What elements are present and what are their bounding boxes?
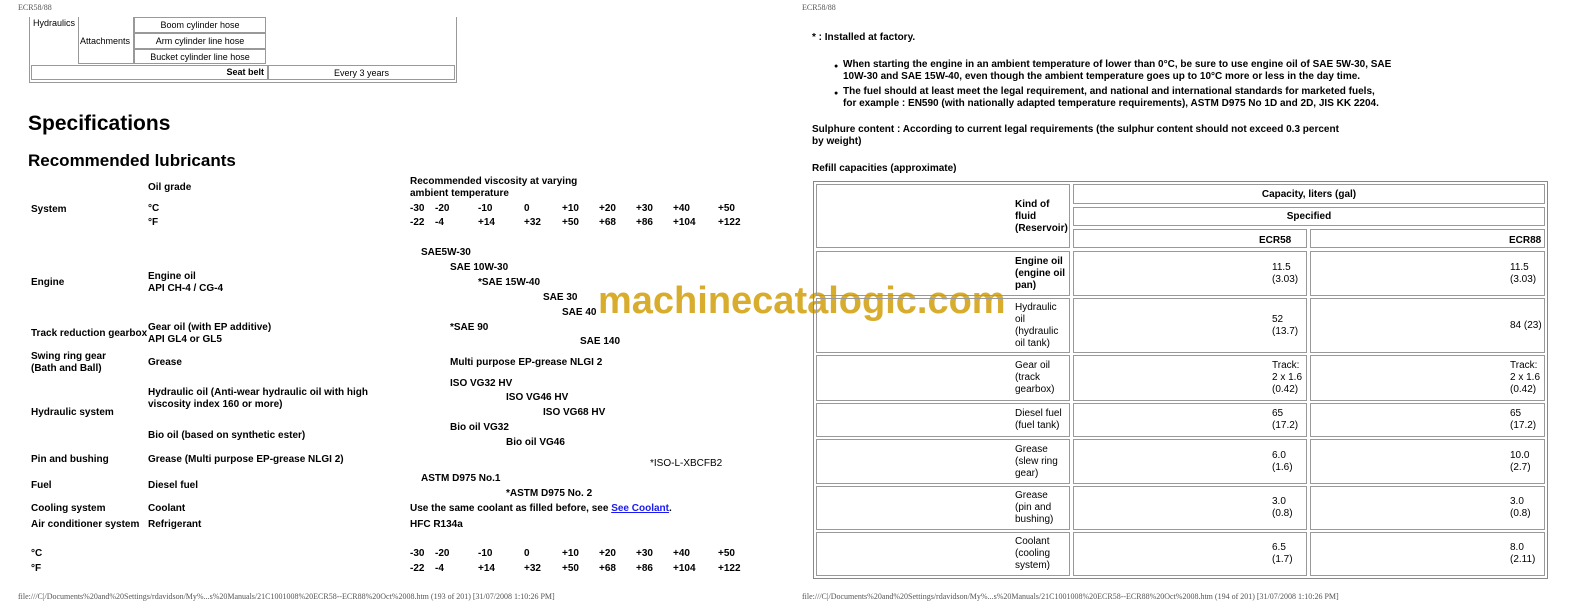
temp-f-tick: +68 xyxy=(599,217,616,228)
specified-header: Specified xyxy=(1286,211,1332,222)
temp-c-tick: +50 xyxy=(718,548,735,559)
page-header-left: ECR58/88 xyxy=(18,3,52,12)
sulphur-line2: by weight) xyxy=(812,136,862,147)
fluid-name-line: Coolant xyxy=(1015,536,1050,547)
grade-bio32: Bio oil VG32 xyxy=(450,422,509,433)
bullet2-line1: The fuel should at least meet the legal requirement, and national and international standards for marketed fuels, xyxy=(843,86,1375,97)
fluid-name-line: Engine oil xyxy=(1015,255,1063,267)
grade-sae90: *SAE 90 xyxy=(450,322,489,333)
ecr58-value-line: (0.42) xyxy=(1272,384,1299,395)
refrigerant: Refrigerant xyxy=(148,519,202,530)
temp-f-tick: +68 xyxy=(599,563,616,574)
temp-f-tick: +104 xyxy=(673,563,696,574)
fluid-name-line: Grease xyxy=(1015,443,1048,455)
temp-f-tick: -22 xyxy=(410,563,425,574)
capacity-header: Capacity, liters (gal) xyxy=(1261,189,1357,200)
ecr88-value-line: 3.0 xyxy=(1510,496,1524,507)
coolant: Coolant xyxy=(148,503,186,514)
ecr58-value-line: (3.03) xyxy=(1272,273,1299,285)
kind-of-fluid-header xyxy=(1015,199,1068,235)
fluid-name-line: gear) xyxy=(1015,467,1039,479)
temp-c-tick: +50 xyxy=(718,203,735,214)
temp-c-tick: +20 xyxy=(599,203,616,214)
ecr88-value-line: 84 (23) xyxy=(1510,319,1542,331)
fluid-name xyxy=(1015,360,1054,396)
bullet-icon: ● xyxy=(834,90,839,97)
fluid-name-line: (hydraulic xyxy=(1015,325,1059,337)
fluid-name xyxy=(1015,256,1065,292)
fluid-name xyxy=(1015,408,1062,432)
row-swing-ring-gear-sub: (Bath and Ball) xyxy=(31,363,102,374)
temp-c-tick: -20 xyxy=(435,548,450,559)
installed-note: * : Installed at factory. xyxy=(812,32,916,43)
ecr88-value xyxy=(1510,262,1536,286)
ecr88-value-line: (17.2) xyxy=(1510,420,1537,431)
ecr58-value xyxy=(1272,314,1298,338)
viscosity-header: Recommended viscosity at varying ambient temperature xyxy=(410,176,578,199)
temp-c-tick: 0 xyxy=(524,203,530,214)
temp-f-tick: -4 xyxy=(435,217,444,228)
kind-line: (Reservoir) xyxy=(1015,223,1068,234)
ecr58-value xyxy=(1272,496,1293,520)
ecr88-value-line: 11.5 xyxy=(1510,261,1529,273)
fluid-name-line: Hydraulic xyxy=(1015,301,1057,313)
ecr58-value xyxy=(1272,542,1293,566)
pin-grease: Grease (Multi purpose EP-grease NLGI 2) xyxy=(148,454,344,465)
fluid-name-line: (engine oil xyxy=(1015,267,1065,279)
temp-f-tick: +104 xyxy=(673,217,696,228)
ecr88-value-line: 2 x 1.6 xyxy=(1510,372,1541,383)
temp-f-tick: +32 xyxy=(524,217,541,228)
unit-celsius-bottom: °C xyxy=(31,548,43,559)
fluid-name-line: Diesel fuel xyxy=(1015,408,1062,419)
ecr88-value-line: 10.0 xyxy=(1510,449,1530,461)
page-header-right: ECR58/88 xyxy=(802,3,836,12)
row-hydraulic-system: Hydraulic system xyxy=(31,407,114,418)
ecr58-value-line: (0.8) xyxy=(1272,508,1293,519)
temp-c-tick: +40 xyxy=(673,203,690,214)
row-fuel: Fuel xyxy=(31,480,52,491)
grade-sae40: SAE 40 xyxy=(562,307,597,318)
ecr58-value-line: 6.5 xyxy=(1272,542,1286,553)
temp-c-tick: 0 xyxy=(524,548,530,559)
grade-ep-grease: Multi purpose EP-grease NLGI 2 xyxy=(450,357,603,368)
grade-sae10w30: SAE 10W-30 xyxy=(450,262,509,273)
fluid-name xyxy=(1015,302,1058,350)
page-title: Specifications xyxy=(28,112,171,135)
temp-c-tick: +10 xyxy=(562,203,579,214)
ecr58-value-line: (17.2) xyxy=(1272,420,1299,431)
temp-c-tick: -30 xyxy=(410,203,425,214)
ecr58-value xyxy=(1272,408,1298,432)
gear-oil: Gear oil (with EP additive) xyxy=(148,322,272,333)
ecr58-value xyxy=(1272,450,1293,474)
grade-sae5w30: SAE5W-30 xyxy=(421,247,471,258)
temp-c-tick: +30 xyxy=(636,203,653,214)
row-cooling-system: Cooling system xyxy=(31,503,106,514)
ecr58-value-line: (1.7) xyxy=(1272,554,1293,565)
fluid-name-line: (fuel tank) xyxy=(1015,420,1060,431)
fluid-name-line: (slew ring xyxy=(1015,455,1058,467)
ecr58-value-line: (1.6) xyxy=(1272,461,1293,473)
fluid-name xyxy=(1015,444,1058,480)
engine-oil: Engine oil xyxy=(148,271,196,282)
system-label: System xyxy=(31,204,67,215)
row-pin-bushing: Pin and bushing xyxy=(31,454,109,465)
fluid-name-line: gearbox) xyxy=(1015,384,1055,395)
ecr58-value-line: Track: xyxy=(1272,360,1300,371)
ecr88-value-line: (3.03) xyxy=(1510,273,1537,285)
temp-f-tick: +122 xyxy=(718,563,741,574)
fluid-name-line: (pin and xyxy=(1015,502,1052,513)
watermark: machinecatalogic.com xyxy=(598,280,1006,322)
fluid-name-line: system) xyxy=(1015,560,1050,571)
hydraulic-oil: Hydraulic oil (Anti-wear hydraulic oil with high xyxy=(148,387,369,398)
see-coolant-link[interactable]: See Coolant xyxy=(611,503,669,514)
diesel-fuel: Diesel fuel xyxy=(148,480,199,491)
grade-iso-l: *ISO-L-XBCFB2 xyxy=(650,458,723,469)
ecr88-value-line: Track: xyxy=(1510,360,1538,371)
refill-title: Refill capacities (approximate) xyxy=(812,163,957,174)
ecr88-value-line: (2.7) xyxy=(1510,461,1531,473)
grade-bio46: Bio oil VG46 xyxy=(506,437,565,448)
fluid-name-line: Grease xyxy=(1015,490,1048,501)
grade-astm2: *ASTM D975 No. 2 xyxy=(506,488,593,499)
temp-c-tick: -20 xyxy=(435,203,450,214)
temp-f-tick: +32 xyxy=(524,563,541,574)
bullet1-line2: 10W-30 and SAE 15W-40, even though the ambient temperature goes up to 10°C more or less in the day time. xyxy=(843,71,1361,82)
ecr88-value-line: 8.0 xyxy=(1510,542,1524,553)
fluid-name-line: oil xyxy=(1015,313,1026,325)
ecr58-value-line: 3.0 xyxy=(1272,496,1286,507)
ecr58-value-line: 2 x 1.6 xyxy=(1272,372,1303,383)
ecr88-value xyxy=(1510,450,1531,474)
ecr58-value-line: 11.5 xyxy=(1272,261,1291,273)
oil-grade-header: Oil grade xyxy=(148,182,192,193)
row-track-gearbox: Track reduction gearbox xyxy=(31,328,148,339)
temp-f-tick: +14 xyxy=(478,217,495,228)
ecr58-header: ECR58 xyxy=(1259,235,1292,246)
temp-f-tick: +50 xyxy=(562,217,579,228)
seat-belt-label: Seat belt xyxy=(226,67,264,77)
hydraulic-oil-sub: viscosity index 160 or more) xyxy=(148,399,283,410)
attachments-label: Attachments xyxy=(80,36,131,46)
ecr58-value xyxy=(1272,360,1302,396)
coolant-note: Use the same coolant as filled before, see See Coolant. xyxy=(410,503,672,514)
fluid-name xyxy=(1015,490,1053,526)
temp-f-tick: -4 xyxy=(435,563,444,574)
unit-fahrenheit: °F xyxy=(148,217,159,228)
ecr88-value xyxy=(1510,320,1542,332)
swing-grease: Grease xyxy=(148,357,182,368)
temp-c-tick: +20 xyxy=(599,548,616,559)
grade-vg46: ISO VG46 HV xyxy=(506,392,569,403)
row-swing-ring-gear: Swing ring gear xyxy=(31,351,107,362)
ecr58-value-line: 52 xyxy=(1272,313,1284,325)
coolant-note-text: Use the same coolant as filled before, see xyxy=(410,503,612,514)
fluid-name xyxy=(1015,536,1050,572)
grade-sae15w40: *SAE 15W-40 xyxy=(478,277,541,288)
ecr88-value xyxy=(1510,360,1540,396)
kind-line: Kind of xyxy=(1015,199,1050,210)
ecr88-value-line: (2.11) xyxy=(1510,554,1536,565)
sulphur-line1: Sulphure content : According to current legal requirements (the sulphur content should not exceed 0.3 percent xyxy=(812,124,1339,135)
section-subtitle: Recommended lubricants xyxy=(28,151,236,170)
kind-line: fluid xyxy=(1015,211,1037,222)
temp-f-tick: +122 xyxy=(718,217,741,228)
hose-item: Arm cylinder line hose xyxy=(155,36,245,46)
fluid-name-line: oil tank) xyxy=(1015,337,1051,349)
ecr58-value xyxy=(1272,262,1298,286)
temp-c-tick: +10 xyxy=(562,548,579,559)
ecr88-value xyxy=(1510,408,1536,432)
page-footer-right: file:///C|/Documents%20and%20Settings/rdavidson/My%...s%20Manuals/21C1001008%20ECR58--ECR88%20Oct%2008.htm (194 of 201) [31/07/2008 1:10:26 PM] xyxy=(802,592,1339,601)
unit-celsius: °C xyxy=(148,203,160,214)
fluid-name-line: (cooling xyxy=(1015,548,1051,559)
grade-vg68: ISO VG68 HV xyxy=(543,407,606,418)
temp-c-tick: +30 xyxy=(636,548,653,559)
fluid-name-line: (track xyxy=(1015,372,1040,383)
temp-f-tick: +86 xyxy=(636,563,653,574)
row-engine: Engine xyxy=(31,277,65,288)
grade-astm1: ASTM D975 No.1 xyxy=(421,473,501,484)
unit-fahrenheit-bottom: °F xyxy=(31,563,42,574)
temp-c-tick: -10 xyxy=(478,548,493,559)
temp-f-tick: +50 xyxy=(562,563,579,574)
seat-belt-interval: Every 3 years xyxy=(333,68,390,78)
fluid-name-line: bushing) xyxy=(1015,514,1054,525)
temp-f-tick: -22 xyxy=(410,217,425,228)
grade-hfc: HFC R134a xyxy=(410,519,463,530)
temp-c-tick: +40 xyxy=(673,548,690,559)
temp-f-tick: +86 xyxy=(636,217,653,228)
ecr88-value-line: (0.8) xyxy=(1510,508,1531,519)
grade-sae30: SAE 30 xyxy=(543,292,578,303)
hose-item: Boom cylinder hose xyxy=(160,20,240,30)
hose-item: Bucket cylinder line hose xyxy=(150,52,250,62)
hydraulics-label: Hydraulics xyxy=(33,18,76,28)
grade-vg32: ISO VG32 HV xyxy=(450,378,513,389)
ecr88-header: ECR88 xyxy=(1509,235,1542,246)
fluid-name-line: pan) xyxy=(1015,279,1037,291)
temp-c-tick: -30 xyxy=(410,548,425,559)
temp-f-tick: +14 xyxy=(478,563,495,574)
row-air-conditioner: Air conditioner system xyxy=(31,519,140,530)
ecr88-value-line: (0.42) xyxy=(1510,384,1537,395)
ecr58-value-line: 6.0 xyxy=(1272,449,1286,461)
ecr58-value-line: (13.7) xyxy=(1272,325,1299,337)
engine-api: API CH-4 / CG-4 xyxy=(148,283,224,294)
bullet-icon: ● xyxy=(834,63,839,70)
grade-sae140: SAE 140 xyxy=(580,336,621,347)
temp-c-tick: -10 xyxy=(478,203,493,214)
gear-api: API GL4 or GL5 xyxy=(148,334,222,345)
fluid-name-line: Gear oil xyxy=(1015,360,1051,371)
page-footer-left: file:///C|/Documents%20and%20Settings/rdavidson/My%...s%20Manuals/21C1001008%20ECR58--ECR88%20Oct%2008.htm (193 of 201) [31/07/2008 1:10:26 PM] xyxy=(18,592,555,601)
bullet1-line1: When starting the engine in an ambient temperature of lower than 0°C, be sure to use engine oil of SAE 5W-30, SAE xyxy=(843,59,1392,70)
ecr88-value xyxy=(1510,542,1535,566)
ecr88-value xyxy=(1510,496,1531,520)
bio-oil: Bio oil (based on synthetic ester) xyxy=(148,430,306,441)
bullet2-line2: for example : EN590 (with nationally adapted temperature requirements), ASTM D975 No 1D and 2D, JIS KK 2204. xyxy=(843,98,1379,109)
ecr88-value-line: 65 xyxy=(1510,408,1522,419)
ecr58-value-line: 65 xyxy=(1272,408,1284,419)
